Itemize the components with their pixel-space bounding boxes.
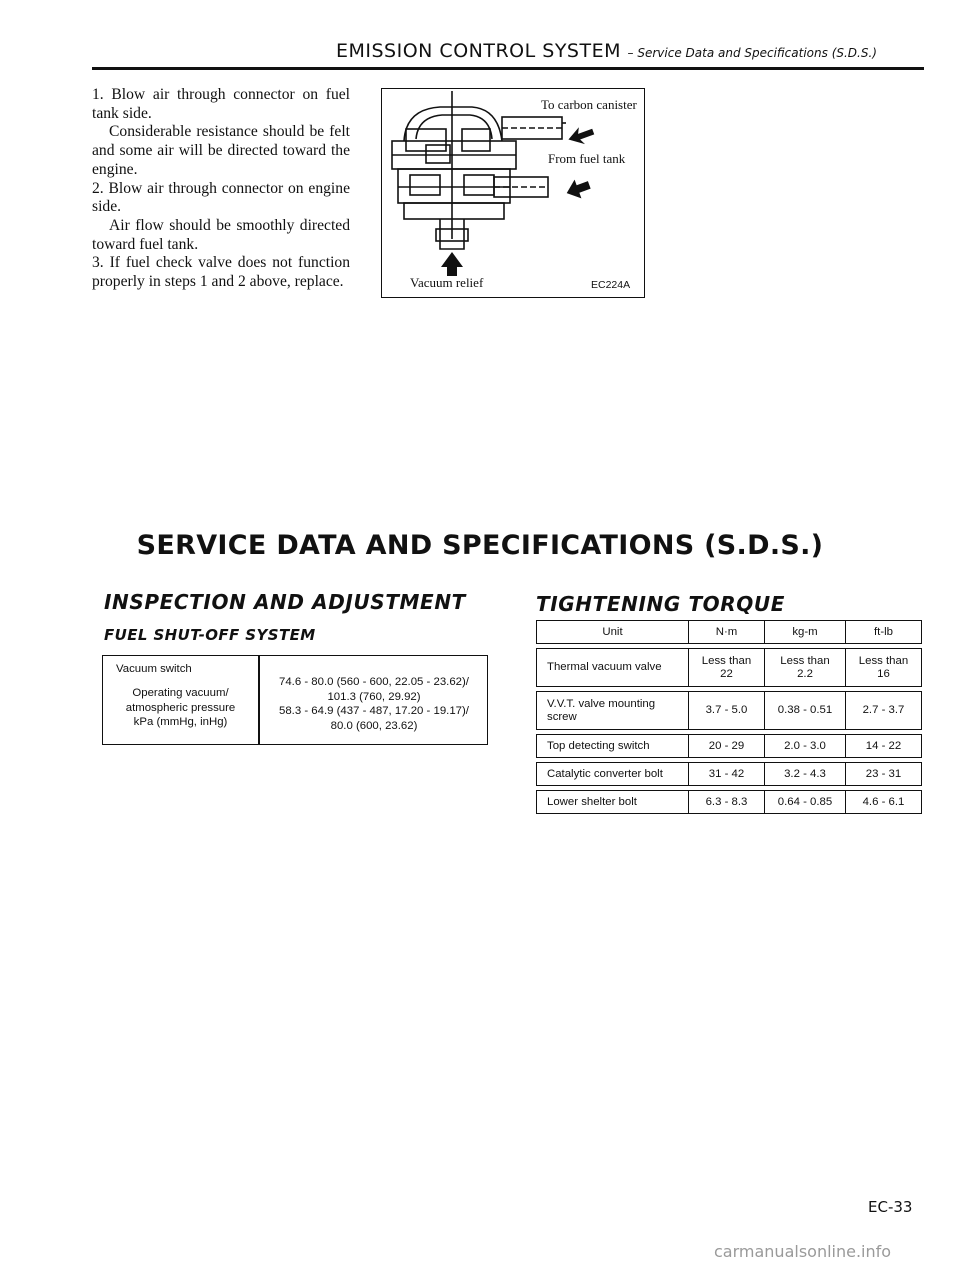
cell-nm: 20 - 29 (689, 735, 765, 758)
instruction-step-3: 3. If fuel check valve does not function properly in steps 1 and 2 above, replace. (92, 254, 350, 291)
table-header-row (537, 621, 922, 644)
header-rule (92, 67, 924, 70)
cell-nm (689, 649, 765, 687)
page-number: EC-33 (868, 1198, 913, 1216)
header-subtitle: – Service Data and Specifications (S.D.S.) (627, 46, 877, 60)
cell-nm: 6.3 - 8.3 (689, 791, 765, 814)
param-line: atmospheric pressure (125, 701, 236, 714)
instruction-note-2: Air flow should be smoothly directed toward fuel tank. (92, 216, 350, 253)
cell-line: Less than (780, 654, 830, 667)
row-name-line: screw (547, 710, 577, 723)
table-row (537, 735, 922, 758)
row-name-line: V.V.T. valve mounting (547, 697, 656, 710)
label-to-carbon-canister: To carbon canister (541, 97, 637, 112)
cell-kgm: 0.38 - 0.51 (765, 692, 846, 730)
cell-ftlb: 4.6 - 6.1 (846, 791, 922, 814)
cell-line: 2.2 (797, 667, 813, 680)
column-header-unit: Unit (537, 621, 689, 644)
value-line: 74.6 - 80.0 (560 - 600, 22.05 - 23.62)/ (279, 676, 469, 688)
main-title: SERVICE DATA AND SPECIFICATIONS (S.D.S.) (136, 530, 824, 561)
figure-code: EC224A (591, 279, 631, 291)
column-header-ftlb: ft-lb (846, 621, 922, 644)
cell-line: 16 (877, 667, 890, 680)
inspection-heading: INSPECTION AND ADJUSTMENT (104, 590, 466, 614)
instruction-note-1: Considerable resistance should be felt and some air will be directed toward the engine. (92, 123, 350, 178)
column-header-kgm: kg-m (765, 621, 846, 644)
row-name: Top detecting switch (537, 735, 689, 758)
header-title-text: EMISSION CONTROL SYSTEM (336, 40, 621, 62)
cell-ftlb: 2.7 - 3.7 (846, 692, 922, 730)
cell-ftlb: 23 - 31 (846, 763, 922, 786)
cell-kgm: 2.0 - 3.0 (765, 735, 846, 758)
table-row (537, 649, 922, 687)
param-line: Operating vacuum/ (132, 687, 229, 699)
operating-vacuum-label (103, 686, 258, 730)
cell-kgm (765, 649, 846, 687)
fuel-check-valve-figure (381, 88, 645, 298)
label-from-fuel-tank: From fuel tank (548, 151, 626, 166)
row-name-line: Thermal vacuum valve (547, 661, 662, 673)
table-row (537, 763, 922, 786)
cell-kgm: 3.2 - 4.3 (765, 763, 846, 786)
label-vacuum-relief: Vacuum relief (410, 275, 484, 290)
instruction-step-1: 1. Blow air through connector on fuel tank side. (92, 86, 350, 122)
cell-nm: 3.7 - 5.0 (689, 692, 765, 730)
cell-line: Less than (701, 654, 752, 667)
watermark: carmanualsonline.info (714, 1242, 892, 1261)
row-name: Catalytic converter bolt (537, 763, 689, 786)
header-title (336, 40, 926, 62)
row-name: Lower shelter bolt (537, 791, 689, 814)
cell-ftlb: 14 - 22 (846, 735, 922, 758)
tightening-torque-table (536, 620, 922, 814)
fuel-check-valve-drawing (382, 89, 643, 296)
operating-vacuum-values (261, 675, 487, 733)
value-line: 101.3 (760, 29.92) (327, 690, 421, 703)
tightening-torque-heading: TIGHTENING TORQUE (536, 592, 785, 616)
table-row (537, 791, 922, 814)
cell-ftlb (846, 649, 922, 687)
fuel-shutoff-heading: FUEL SHUT-OFF SYSTEM (104, 626, 316, 644)
table-divider (258, 656, 260, 744)
cell-line: Less than (858, 654, 909, 667)
value-line: 58.3 - 64.9 (437 - 487, 17.20 - 19.17)/ (279, 705, 469, 717)
table-row (537, 692, 922, 730)
vacuum-switch-label: Vacuum switch (116, 663, 192, 675)
cell-kgm: 0.64 - 0.85 (765, 791, 846, 814)
value-line: 80.0 (600, 23.62) (330, 719, 418, 732)
instruction-step-2: 2. Blow air through connector on engine side. (92, 179, 350, 216)
cell-nm: 31 - 42 (689, 763, 765, 786)
row-name (537, 649, 689, 687)
param-line: kPa (mmHg, inHg) (133, 716, 228, 728)
fuel-shutoff-spec-table (102, 655, 488, 745)
column-header-nm: N·m (689, 621, 765, 644)
instructions (92, 86, 350, 292)
cell-line: 22 (720, 667, 733, 680)
row-name (537, 692, 689, 730)
